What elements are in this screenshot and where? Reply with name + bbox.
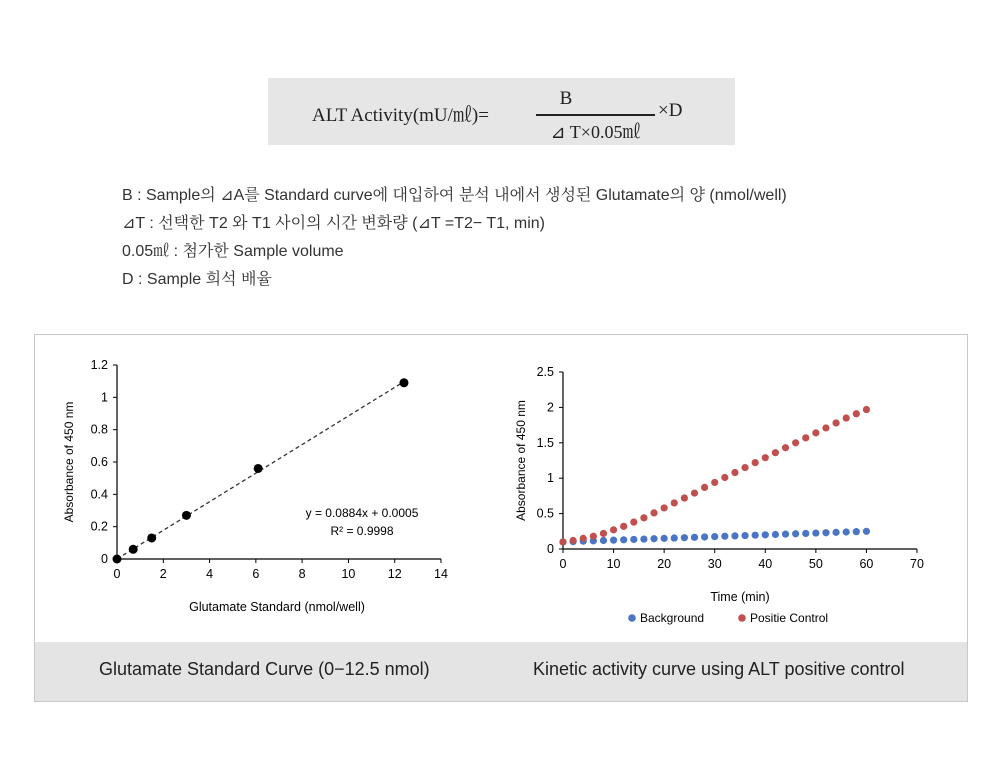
chart2-point-positie-control <box>853 410 860 417</box>
chart2-x-axis-label: Time (min) <box>710 590 770 604</box>
chart2-point-background <box>630 536 637 543</box>
chart2-point-background <box>762 531 769 538</box>
chart2-point-background <box>812 529 819 536</box>
notes-list <box>122 186 787 298</box>
chart2-point-positie-control <box>650 509 657 516</box>
chart2-point-positie-control <box>661 504 668 511</box>
chart2-point-positie-control <box>711 479 718 486</box>
chart2-x-tick-label: 60 <box>859 557 874 571</box>
chart1-x-tick-label: 12 <box>387 567 402 581</box>
chart2-point-positie-control <box>701 484 708 491</box>
chart2-point-background <box>772 531 779 538</box>
chart2-point-positie-control <box>782 444 789 451</box>
chart2-y-axis-label: Absorbance of 450 nm <box>514 400 528 521</box>
chart2-point-background <box>832 529 839 536</box>
chart2-x-tick-label: 40 <box>758 557 773 571</box>
chart1-y-tick-label: 1.2 <box>90 358 108 372</box>
chart1-annotation: y = 0.0884x + 0.0005 <box>305 506 419 520</box>
chart2-y-tick-label: 2.5 <box>536 365 554 379</box>
chart2-point-background <box>752 532 759 539</box>
chart2-point-positie-control <box>590 533 597 540</box>
chart2-point-background <box>650 535 657 542</box>
chart2-point-positie-control <box>843 414 850 421</box>
chart1-x-axis-label: Glutamate Standard (nmol/well) <box>189 600 365 614</box>
chart1-x-tick-label: 6 <box>252 567 260 581</box>
chart2-point-background <box>600 537 607 544</box>
chart2-y-tick-label: 0 <box>547 542 554 556</box>
chart1-data-point <box>182 511 191 520</box>
chart2-point-background <box>802 530 809 537</box>
chart2-point-positie-control <box>731 469 738 476</box>
chart2-point-background <box>691 534 698 541</box>
chart2-y-tick-label: 1.5 <box>536 435 554 450</box>
charts-svg <box>35 335 967 641</box>
chart2-point-positie-control <box>681 494 688 501</box>
chart2-point-positie-control <box>792 439 799 446</box>
chart1-annotation: R² = 0.9998 <box>330 524 394 538</box>
chart2-point-positie-control <box>630 518 637 525</box>
chart1-x-tick-label: 14 <box>434 567 448 581</box>
chart2-point-background <box>721 533 728 540</box>
chart2-x-tick-label: 20 <box>657 557 672 571</box>
chart2-point-background <box>792 530 799 537</box>
chart2-point-background <box>671 534 678 541</box>
chart2-point-positie-control <box>812 429 819 436</box>
chart2-legend-label: Positie Control <box>750 611 829 625</box>
note-d: D : Sample 희석 배율 <box>122 271 272 288</box>
chart1-x-tick-label: 0 <box>113 567 121 581</box>
chart2-point-positie-control <box>691 489 698 496</box>
formula-denominator: ⊿ T×0.05㎖ <box>550 122 641 142</box>
chart2-point-positie-control <box>610 526 617 533</box>
chart1-x-tick-label: 8 <box>298 567 306 581</box>
chart2-point-positie-control <box>671 499 678 506</box>
chart2-point-background <box>681 534 688 541</box>
chart2-point-positie-control <box>762 454 769 461</box>
chart2-point-background <box>711 533 718 540</box>
chart2-point-positie-control <box>600 530 607 537</box>
chart2-y-tick-label: 2 <box>547 400 554 415</box>
chart2-point-positie-control <box>640 514 647 521</box>
formula-box <box>268 78 735 145</box>
note-delta-t: ⊿T : 선택한 T2 와 T1 사이의 시간 변화량 (⊿T =T2− T1, min) <box>122 215 546 232</box>
chart2-point-background <box>731 532 738 539</box>
formula-lhs: ALT Activity(mU/㎖)= <box>312 105 489 126</box>
chart2-point-background <box>853 528 860 535</box>
chart2-x-tick-label: 10 <box>606 557 621 571</box>
chart2-point-background <box>701 533 708 540</box>
chart2-point-background <box>863 528 870 535</box>
chart1-y-tick-label: 1 <box>101 390 108 405</box>
chart1-data-point <box>254 464 263 473</box>
chart2-point-background <box>640 535 647 542</box>
caption-right: Kinetic activity curve using ALT positive control <box>533 659 905 679</box>
chart2-point-background <box>610 537 617 544</box>
chart1-x-tick-label: 10 <box>341 567 356 581</box>
chart2-point-positie-control <box>772 449 779 456</box>
chart1-x-tick-label: 2 <box>159 567 167 581</box>
note-volume: 0.05㎖ : 첨가한 Sample volume <box>122 243 344 260</box>
formula-multiplier: ×D <box>658 100 683 121</box>
chart2-point-background <box>741 532 748 539</box>
chart2-point-positie-control <box>752 459 759 466</box>
note-b: B : Sample의 ⊿A를 Standard curve에 대입하여 분석 내에서 생성된 Glutamate의 양 (nmol/well) <box>122 187 787 204</box>
caption-left: Glutamate Standard Curve (0−12.5 nmol) <box>99 659 430 679</box>
fraction-bar <box>536 114 655 116</box>
chart2-point-positie-control <box>570 537 577 544</box>
chart2-point-positie-control <box>620 523 627 530</box>
chart2-point-background <box>620 536 627 543</box>
chart2-x-tick-label: 0 <box>559 557 567 571</box>
chart1-y-axis-label: Absorbance of 450 nm <box>62 401 76 523</box>
chart2-x-tick-label: 70 <box>910 557 924 571</box>
chart2-point-positie-control <box>721 474 728 481</box>
chart1-data-point <box>129 545 138 554</box>
chart2-point-positie-control <box>580 535 587 542</box>
chart2-point-positie-control <box>802 434 809 441</box>
formula-numerator: B <box>559 88 573 109</box>
chart2-legend-label: Background <box>640 611 705 625</box>
chart2-point-background <box>782 531 789 538</box>
chart2-x-tick-label: 50 <box>808 557 823 571</box>
chart1-y-tick-label: 0.2 <box>90 519 108 534</box>
chart-panel <box>34 334 968 702</box>
chart2-point-positie-control <box>559 538 566 545</box>
chart1-y-tick-label: 0.8 <box>90 422 108 437</box>
chart1-y-tick-label: 0.4 <box>90 487 108 502</box>
chart2-legend-marker <box>628 614 636 622</box>
chart1-x-tick-label: 4 <box>206 567 214 581</box>
chart2-y-tick-label: 1 <box>547 471 554 486</box>
chart2-point-background <box>822 529 829 536</box>
caption-bar <box>35 642 967 701</box>
chart1-y-tick-label: 0.6 <box>90 455 108 469</box>
chart2-point-background <box>843 528 850 535</box>
chart2-point-positie-control <box>741 464 748 471</box>
chart1-y-tick-label: 0 <box>101 552 108 566</box>
chart2-y-tick-label: 0.5 <box>536 506 554 521</box>
chart1-data-point <box>399 378 408 387</box>
chart1-data-point <box>113 555 122 564</box>
chart2-point-background <box>661 535 668 542</box>
chart2-x-tick-label: 30 <box>707 557 722 571</box>
chart2-point-positie-control <box>822 424 829 431</box>
chart2-point-positie-control <box>863 406 870 413</box>
chart1-data-point <box>147 533 156 542</box>
chart2-point-positie-control <box>832 419 839 426</box>
chart2-legend-marker <box>738 614 746 622</box>
